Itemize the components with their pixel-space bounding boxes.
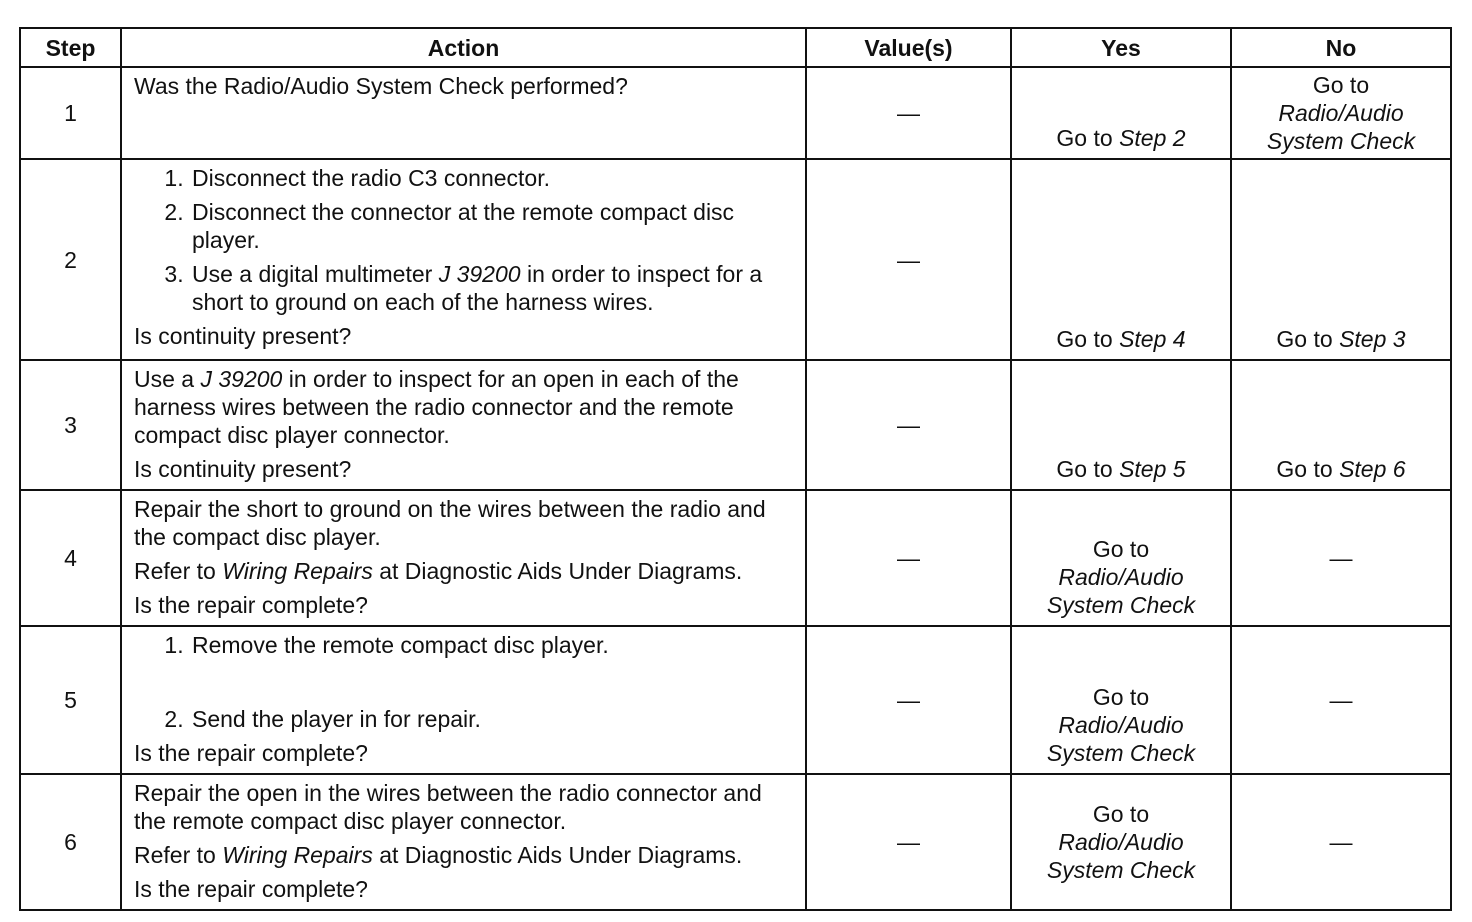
header-no: No <box>1231 28 1451 67</box>
no-cell <box>1231 159 1451 360</box>
no-cell: — <box>1231 626 1451 774</box>
yes-cell <box>1011 159 1231 360</box>
no-link-line1[interactable]: Radio/Audio <box>1278 100 1404 126</box>
table-row <box>20 626 1451 774</box>
step-number: 4 <box>20 490 121 626</box>
action-text-part: in order to inspect for an open in each of the harness wires between the radio connector and the remote compact disc player connector. <box>134 366 739 448</box>
yes-link-line1[interactable]: Radio/Audio <box>1058 712 1184 738</box>
substep-item: 1. Disconnect the radio C3 connector. <box>190 164 793 192</box>
action-question: Is continuity present? <box>134 323 352 349</box>
yes-cell <box>1011 774 1231 910</box>
yes-goto: Go to <box>1092 801 1150 827</box>
action-question: Is the repair complete? <box>134 592 368 618</box>
substep-item: 2. Send the player in for repair. <box>190 705 793 733</box>
value-cell: — <box>806 159 1011 360</box>
table-row <box>20 360 1451 490</box>
substep-item: 1. Remove the remote compact disc player. <box>190 631 793 659</box>
step-number: 6 <box>20 774 121 910</box>
table-row <box>20 490 1451 626</box>
substep-list <box>134 164 793 316</box>
header-values: Value(s) <box>806 28 1011 67</box>
value-cell: — <box>806 67 1011 159</box>
yes-goto: Go to <box>1092 536 1150 562</box>
value-cell: — <box>806 360 1011 490</box>
substep-spacer <box>190 665 793 699</box>
substep-text: in order to inspect for a short to ground on each of the harness wires. <box>192 261 763 315</box>
yes-link-line1[interactable]: Radio/Audio <box>1058 829 1184 855</box>
no-cell: — <box>1231 774 1451 910</box>
reference-text: at Diagnostic Aids Under Diagrams. <box>372 558 743 584</box>
table-row <box>20 67 1451 159</box>
wiring-repairs-link[interactable]: Wiring Repairs <box>222 842 373 868</box>
action-text: Repair the open in the wires between the radio connector and the remote compact disc player connector. <box>134 780 762 834</box>
reference-text: Refer to <box>134 842 223 868</box>
step-number: 3 <box>20 360 121 490</box>
no-link-line2[interactable]: System Check <box>1266 128 1416 154</box>
yes-cell <box>1011 67 1231 159</box>
action-cell <box>121 159 806 360</box>
substep-list <box>134 631 793 733</box>
substep-item <box>190 260 793 316</box>
step-number: 1 <box>20 67 121 159</box>
yes-step-link[interactable]: Step 2 <box>1119 125 1186 151</box>
value-cell: — <box>806 490 1011 626</box>
reference-text: at Diagnostic Aids Under Diagrams. <box>372 842 743 868</box>
yes-cell <box>1011 626 1231 774</box>
action-cell <box>121 626 806 774</box>
header-row <box>20 28 1451 67</box>
action-text <box>134 365 793 449</box>
tool-number: J 39200 <box>200 366 283 392</box>
header-action: Action <box>121 28 806 67</box>
value-cell: — <box>806 626 1011 774</box>
action-text: Repair the short to ground on the wires between the radio and the compact disc player. <box>134 496 766 550</box>
action-cell <box>121 360 806 490</box>
no-step-link[interactable]: Step 3 <box>1339 326 1406 352</box>
action-question: Is the repair complete? <box>134 876 368 902</box>
yes-link-line1[interactable]: Radio/Audio <box>1058 564 1184 590</box>
action-cell <box>121 774 806 910</box>
no-goto: Go to <box>1276 456 1340 482</box>
yes-step-link[interactable]: Step 4 <box>1119 326 1186 352</box>
action-cell <box>121 67 806 159</box>
step-number: 5 <box>20 626 121 774</box>
no-step-link[interactable]: Step 6 <box>1339 456 1406 482</box>
no-goto: Go to <box>1276 326 1340 352</box>
no-cell <box>1231 360 1451 490</box>
diagnostic-table <box>19 27 1452 911</box>
yes-goto: Go to <box>1056 125 1120 151</box>
no-cell <box>1231 67 1451 159</box>
action-cell <box>121 490 806 626</box>
yes-goto: Go to <box>1092 684 1150 710</box>
step-number: 2 <box>20 159 121 360</box>
header-yes: Yes <box>1011 28 1231 67</box>
action-question: Is continuity present? <box>134 456 352 482</box>
header-step: Step <box>20 28 121 67</box>
substep-text: Use a digital multimeter <box>192 261 439 287</box>
reference-text: Refer to <box>134 558 223 584</box>
no-cell: — <box>1231 490 1451 626</box>
yes-link-line2[interactable]: System Check <box>1046 740 1196 766</box>
action-question: Is the repair complete? <box>134 740 368 766</box>
yes-link-line2[interactable]: System Check <box>1046 592 1196 618</box>
yes-link-line2[interactable]: System Check <box>1046 857 1196 883</box>
table-row <box>20 774 1451 910</box>
no-goto: Go to <box>1312 72 1370 98</box>
substep-item: 2. Disconnect the connector at the remote compact disc player. <box>190 198 793 254</box>
diagnostic-table-container <box>19 27 1450 902</box>
table-row <box>20 159 1451 360</box>
yes-goto: Go to <box>1056 456 1120 482</box>
wiring-repairs-link[interactable]: Wiring Repairs <box>222 558 373 584</box>
tool-number: J 39200 <box>438 261 521 287</box>
action-question: Was the Radio/Audio System Check performed? <box>134 73 628 99</box>
value-cell: — <box>806 774 1011 910</box>
action-text-part: Use a <box>134 366 201 392</box>
yes-goto: Go to <box>1056 326 1120 352</box>
yes-cell <box>1011 490 1231 626</box>
yes-step-link[interactable]: Step 5 <box>1119 456 1186 482</box>
action-reference <box>134 841 793 869</box>
action-reference <box>134 557 793 585</box>
yes-cell <box>1011 360 1231 490</box>
